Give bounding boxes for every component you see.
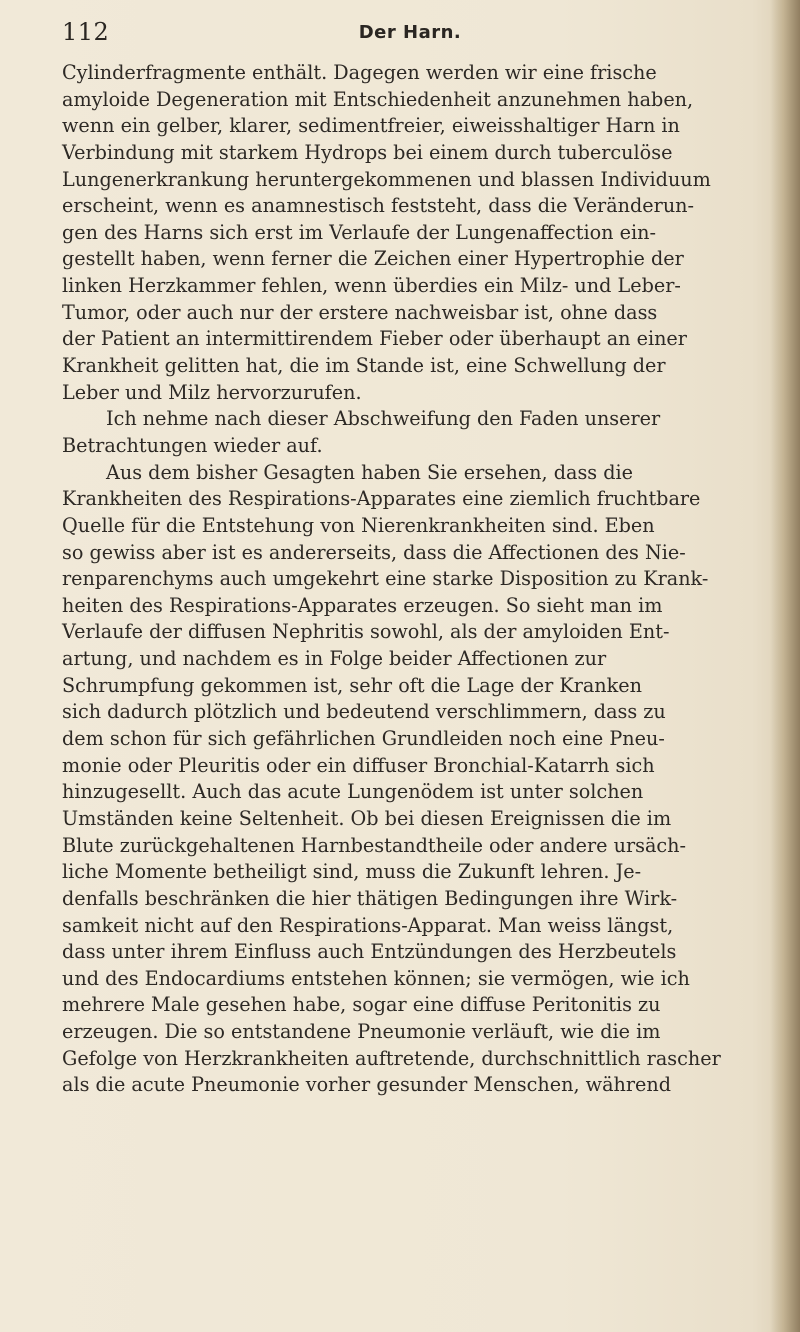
body-text	[62, 60, 767, 1099]
text-line: erzeugen. Die so entstandene Pneumonie verläuft, wie die im	[62, 1020, 661, 1044]
text-line: und des Endocardiums entstehen können; sie vermögen, wie ich	[62, 966, 690, 990]
text-line: Tumor, oder auch nur der erstere nachweisbar ist, ohne dass	[62, 300, 658, 324]
text-line: linken Herzkammer fehlen, wenn überdies ein Milz- und Leber-	[62, 274, 681, 298]
text-line: mehrere Male gesehen habe, sogar eine diffuse Peritonitis zu	[62, 993, 661, 1017]
text-line: so gewiss aber ist es andererseits, dass die Affectionen des Nie-	[62, 540, 686, 564]
text-line: monie oder Pleuritis oder ein diffuser Bronchial-Katarrh sich	[62, 753, 655, 777]
text-line: gestellt haben, wenn ferner die Zeichen einer Hypertrophie der	[62, 247, 684, 271]
text-line: amyloide Degeneration mit Entschiedenheit anzunehmen haben,	[62, 87, 694, 111]
text-line: Ich nehme nach dieser Abschweifung den Faden unserer	[106, 407, 661, 431]
text-line: denfalls beschränken die hier thätigen Bedingungen ihre Wirk-	[62, 886, 678, 910]
running-title: Der Harn.	[358, 22, 462, 43]
text-line: hinzugesellt. Auch das acute Lungenödem ist unter solchen	[62, 780, 644, 804]
text-line: renparenchyms auch umgekehrt eine starke Disposition zu Krank-	[62, 567, 709, 591]
text-line: gen des Harns sich erst im Verlaufe der Lungenaffection ein-	[62, 220, 656, 244]
text-line: dem schon für sich gefährlichen Grundleiden noch eine Pneu-	[62, 727, 665, 751]
text-line: Krankheit gelitten hat, die im Stande ist, eine Schwellung der	[62, 354, 666, 378]
text-line: als die acute Pneumonie vorher gesunder Menschen, während	[62, 1073, 672, 1097]
text-line: artung, und nachdem es in Folge beider Affectionen zur	[62, 647, 607, 671]
text-line: Umständen keine Seltenheit. Ob bei diesen Ereignissen die im	[62, 806, 672, 830]
text-line: wenn ein gelber, klarer, sedimentfreier, eiweisshaltiger Harn in	[62, 114, 680, 138]
text-line: Schrumpfung gekommen ist, sehr oft die Lage der Kranken	[62, 673, 643, 697]
page-edge-shadow	[770, 0, 800, 1332]
text-line: dass unter ihrem Einfluss auch Entzündungen des Herzbeutels	[62, 940, 677, 964]
text-line: Verbindung mit starkem Hydrops bei einem durch tuberculöse	[62, 140, 673, 164]
text-line: Quelle für die Entstehung von Nierenkrankheiten sind. Eben	[62, 513, 655, 537]
text-line: sich dadurch plötzlich und bedeutend verschlimmern, dass zu	[62, 700, 666, 724]
text-line: liche Momente betheiligt sind, muss die Zukunft lehren. Je-	[62, 860, 642, 884]
text-line: Blute zurückgehaltenen Harnbestandtheile oder andere ursäch-	[62, 833, 686, 857]
page-header	[62, 18, 758, 52]
text-line: Aus dem bisher Gesagten haben Sie ersehen, dass die	[106, 460, 634, 484]
text-line: Gefolge von Herzkrankheiten auftretende, durchschnittlich rascher	[62, 1046, 721, 1070]
text-line: Betrachtungen wieder auf.	[62, 433, 323, 457]
text-line: Cylinderfragmente enthält. Dagegen werden wir eine frische	[62, 61, 657, 84]
text-line: der Patient an intermittirendem Fieber oder überhaupt an einer	[62, 327, 687, 351]
text-line: samkeit nicht auf den Respirations-Apparat. Man weiss längst,	[62, 913, 674, 937]
text-line: heiten des Respirations-Apparates erzeugen. So sieht man im	[62, 593, 663, 617]
text-line: erscheint, wenn es anamnestisch feststeht, dass die Veränderun-	[62, 194, 695, 218]
text-line: Leber und Milz hervorzurufen.	[62, 380, 362, 404]
text-line: Krankheiten des Respirations-Apparates eine ziemlich fruchtbare	[62, 487, 701, 511]
text-line: Verlaufe der diffusen Nephritis sowohl, als der amyloiden Ent-	[62, 620, 670, 644]
text-line: Lungenerkrankung heruntergekommenen und blassen Individuum	[62, 167, 711, 191]
page-number: 112	[62, 18, 110, 46]
